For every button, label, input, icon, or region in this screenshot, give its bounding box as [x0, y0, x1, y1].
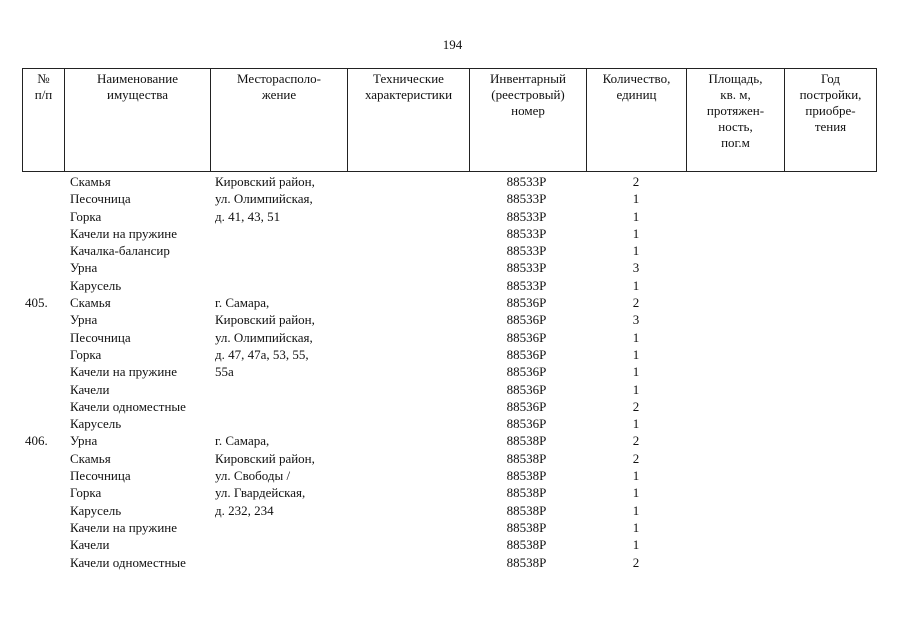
item-name: Урна: [70, 433, 98, 449]
table-row: [22, 398, 876, 415]
quantity: 2: [632, 295, 640, 311]
item-name: Горка: [70, 346, 102, 362]
table-row: [22, 432, 876, 449]
inventory-number: 88533Р: [506, 225, 547, 241]
item-name: Горка: [70, 208, 102, 224]
item-name: Песочница: [70, 191, 131, 207]
item-location: ул. Олимпийская,: [215, 191, 313, 207]
item-location: ул. Свободы /: [215, 468, 291, 484]
header-technical: Технические характеристики: [348, 69, 470, 172]
header-number: № п/п: [23, 69, 65, 172]
inventory-number: 88536Р: [506, 398, 547, 414]
table-row: [22, 467, 876, 484]
table-row: [22, 346, 876, 363]
table-row: [22, 536, 876, 553]
table-row: [22, 242, 876, 259]
quantity: 1: [632, 537, 640, 553]
header-quantity: Количество, единиц: [587, 69, 687, 172]
item-name: Урна: [70, 260, 98, 276]
item-location: д. 47, 47а, 53, 55,: [215, 346, 309, 362]
item-name: Качели: [70, 537, 110, 553]
quantity: 1: [632, 519, 640, 535]
quantity: 1: [632, 191, 640, 207]
inventory-number: 88538Р: [506, 519, 547, 535]
table-row: [22, 363, 876, 380]
row-number: 405.: [25, 295, 48, 311]
inventory-number: 88538Р: [506, 485, 547, 501]
table-row: [22, 484, 876, 501]
quantity: 1: [632, 208, 640, 224]
table-row: [22, 381, 876, 398]
table-row: [22, 415, 876, 432]
inventory-number: 88536Р: [506, 346, 547, 362]
item-name: Горка: [70, 485, 102, 501]
quantity: 2: [632, 433, 640, 449]
table-header: [22, 68, 877, 172]
item-location: Кировский район,: [215, 312, 315, 328]
table-row: [22, 294, 876, 311]
header-inventory: Инвентарный (реестровый) номер: [470, 69, 587, 172]
row-number: 406.: [25, 433, 48, 449]
inventory-number: 88538Р: [506, 433, 547, 449]
inventory-number: 88533Р: [506, 208, 547, 224]
header-year: Год постройки, приобре- тения: [785, 69, 877, 172]
item-name: Песочница: [70, 468, 131, 484]
header-area: Площадь, кв. м, протяжен- ность, пог.м: [687, 69, 785, 172]
item-name: Карусель: [70, 416, 122, 432]
quantity: 3: [632, 260, 640, 276]
item-name: Скамья: [70, 450, 111, 466]
item-location: д. 232, 234: [215, 502, 274, 518]
inventory-number: 88533Р: [506, 260, 547, 276]
table-row: [22, 502, 876, 519]
quantity: 1: [632, 277, 640, 293]
item-name: Качели: [70, 381, 110, 397]
quantity: 1: [632, 346, 640, 362]
item-location: ул. Гвардейская,: [215, 485, 306, 501]
item-name: Качели одноместные: [70, 398, 186, 414]
item-location: г. Самара,: [215, 295, 270, 311]
table-row: [22, 329, 876, 346]
table-row: [22, 277, 876, 294]
quantity: 1: [632, 243, 640, 259]
inventory-number: 88538Р: [506, 554, 547, 570]
item-name: Скамья: [70, 174, 111, 189]
item-name: Качели одноместные: [70, 554, 186, 570]
inventory-number: 88538Р: [506, 468, 547, 484]
quantity: 2: [632, 554, 640, 570]
table-row: [22, 173, 876, 190]
table-row: [22, 311, 876, 328]
item-name: Качели на пружине: [70, 225, 178, 241]
item-name: Карусель: [70, 277, 122, 293]
table-row: [22, 554, 876, 571]
inventory-number: 88536Р: [506, 381, 547, 397]
quantity: 1: [632, 364, 640, 380]
quantity: 2: [632, 450, 640, 466]
quantity: 1: [632, 416, 640, 432]
inventory-number: 88536Р: [506, 329, 547, 345]
item-name: Песочница: [70, 329, 131, 345]
table-row: [22, 450, 876, 467]
inventory-number: 88533Р: [506, 277, 547, 293]
quantity: 2: [632, 398, 640, 414]
inventory-number: 88536Р: [506, 416, 547, 432]
table-row: [22, 208, 876, 225]
inventory-number: 88536Р: [506, 312, 547, 328]
table-row: [22, 519, 876, 536]
page-number: 194: [442, 37, 463, 52]
item-name: Качели на пружине: [70, 519, 178, 535]
inventory-number: 88538Р: [506, 450, 547, 466]
item-location: 55а: [215, 364, 234, 380]
header-location: Месторасполо- жение: [211, 69, 348, 172]
quantity: 1: [632, 329, 640, 345]
inventory-number: 88533Р: [506, 243, 547, 259]
quantity: 1: [632, 468, 640, 484]
item-name: Качели на пружине: [70, 364, 178, 380]
table-row: [22, 259, 876, 276]
table-body: [22, 173, 876, 571]
quantity: 1: [632, 502, 640, 518]
item-location: ул. Олимпийская,: [215, 329, 313, 345]
item-name: Скамья: [70, 295, 111, 311]
quantity: 1: [632, 485, 640, 501]
inventory-number: 88538Р: [506, 502, 547, 518]
item-location: г. Самара,: [215, 433, 270, 449]
item-location: д. 41, 43, 51: [215, 208, 281, 224]
item-location: Кировский район,: [215, 174, 315, 189]
quantity: 3: [632, 312, 640, 328]
inventory-number: 88538Р: [506, 537, 547, 553]
inventory-number: 88536Р: [506, 364, 547, 380]
item-location: Кировский район,: [215, 450, 315, 466]
header-name: Наименование имущества: [65, 69, 211, 172]
quantity: 1: [632, 381, 640, 397]
inventory-number: 88533Р: [506, 191, 547, 207]
table-row: [22, 190, 876, 207]
item-name: Качалка-балансир: [70, 243, 170, 259]
inventory-number: 88536Р: [506, 295, 547, 311]
item-name: Урна: [70, 312, 98, 328]
quantity: 2: [632, 174, 640, 189]
quantity: 1: [632, 225, 640, 241]
item-name: Карусель: [70, 502, 122, 518]
table-row: [22, 225, 876, 242]
inventory-number: 88533Р: [506, 174, 547, 189]
